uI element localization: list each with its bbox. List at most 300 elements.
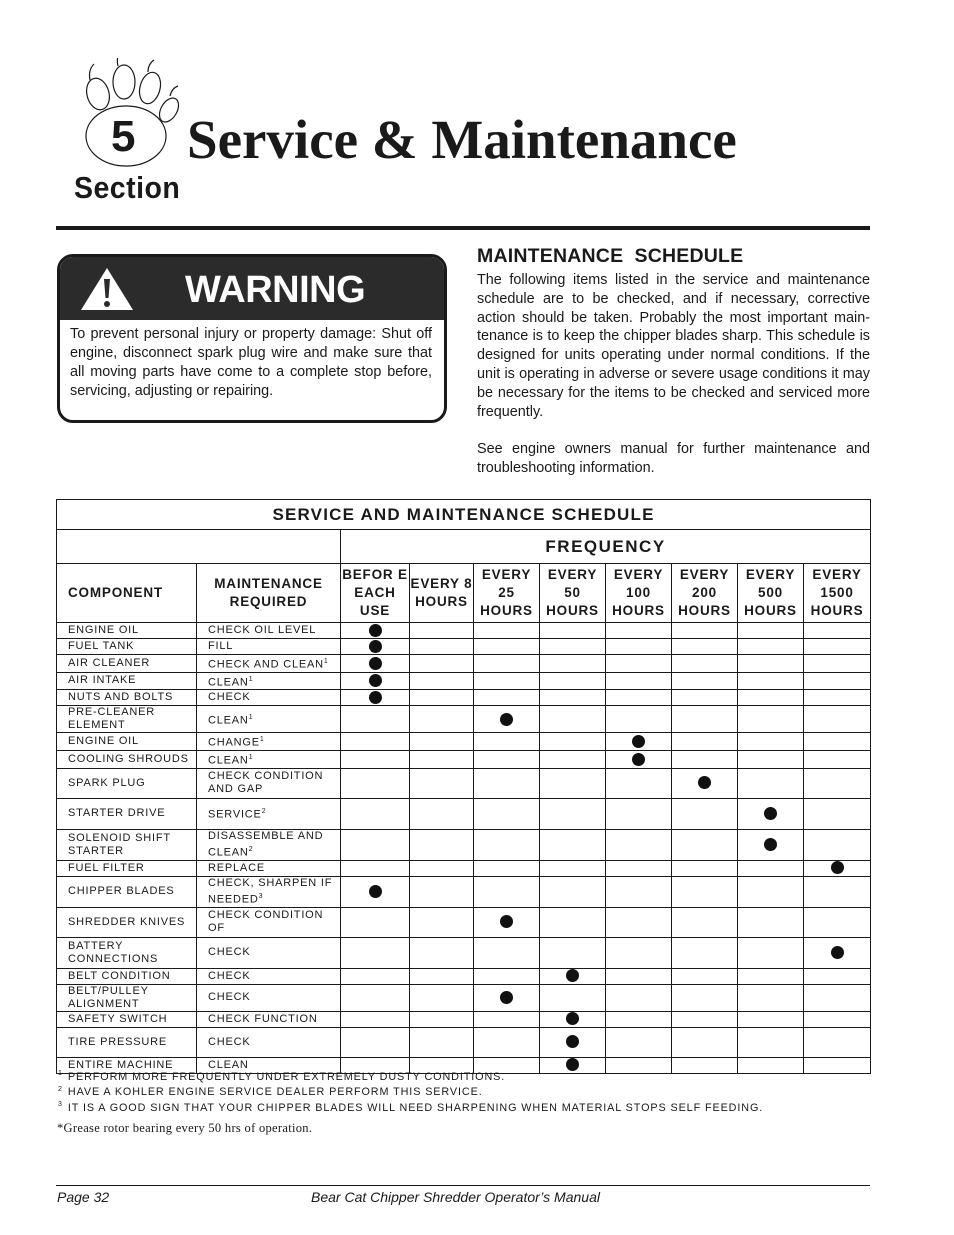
interval-cell bbox=[341, 876, 410, 907]
maintenance-text: CHECK bbox=[208, 691, 251, 704]
maintenance-cell bbox=[197, 655, 341, 673]
interval-cell bbox=[804, 672, 871, 690]
interval-cell bbox=[804, 860, 871, 876]
interval-cell bbox=[540, 690, 606, 706]
interval-cell bbox=[540, 733, 606, 751]
interval-cell bbox=[606, 1011, 672, 1027]
interval-cell bbox=[540, 1027, 606, 1057]
interval-cell bbox=[341, 706, 410, 733]
schedule-dot-icon bbox=[500, 713, 513, 726]
interval-cell bbox=[738, 1027, 804, 1057]
maintenance-text: CHECK bbox=[208, 969, 251, 982]
maintenance-schedule-body bbox=[477, 271, 870, 497]
schedule-dot-icon bbox=[764, 807, 777, 820]
maintenance-text: CLEAN bbox=[208, 714, 249, 727]
interval-cell bbox=[738, 829, 804, 860]
schedule-dot-icon bbox=[566, 1012, 579, 1025]
interval-cell bbox=[672, 623, 738, 639]
maintenance-cell bbox=[197, 706, 341, 733]
page-number: Page 32 bbox=[57, 1189, 110, 1205]
interval-cell bbox=[804, 706, 871, 733]
interval-cell bbox=[606, 798, 672, 829]
column-header-interval: EVERY 1500 HOURS bbox=[804, 564, 871, 623]
schedule-dot-icon bbox=[831, 946, 844, 959]
interval-cell bbox=[341, 750, 410, 768]
table-row bbox=[57, 768, 871, 798]
interval-cell bbox=[540, 1011, 606, 1027]
interval-cell bbox=[540, 1057, 606, 1073]
component-cell: SAFETY SWITCH bbox=[57, 1011, 197, 1027]
maintenance-text: FILL bbox=[208, 640, 234, 652]
interval-cell bbox=[672, 829, 738, 860]
interval-cell bbox=[672, 706, 738, 733]
interval-cell bbox=[672, 937, 738, 968]
interval-cell bbox=[474, 672, 540, 690]
component-cell: ENGINE OIL bbox=[57, 733, 197, 751]
component-cell: BATTERY CONNECTIONS bbox=[57, 937, 197, 968]
table-row bbox=[57, 690, 871, 706]
component-cell: NUTS AND BOLTS bbox=[57, 690, 197, 706]
interval-cell bbox=[738, 937, 804, 968]
footnote bbox=[58, 1101, 763, 1114]
interval-cell bbox=[672, 907, 738, 937]
interval-cell bbox=[738, 733, 804, 751]
component-cell: PRE-CLEANER ELEMENT bbox=[57, 706, 197, 733]
component-cell: CHIPPER BLADES bbox=[57, 876, 197, 907]
footnote-reference: 2 bbox=[261, 808, 266, 816]
column-header-interval: EVERY 25 HOURS bbox=[474, 564, 540, 623]
maintenance-text: CLEAN bbox=[208, 1058, 249, 1071]
maintenance-text: CHECK bbox=[208, 991, 251, 1004]
interval-cell bbox=[474, 968, 540, 984]
interval-cell bbox=[738, 798, 804, 829]
table-blank-cell bbox=[57, 530, 341, 564]
footnote-mark: 2 bbox=[58, 1085, 62, 1093]
interval-cell bbox=[474, 937, 540, 968]
interval-cell bbox=[738, 876, 804, 907]
interval-cell bbox=[540, 984, 606, 1011]
interval-cell bbox=[738, 1057, 804, 1073]
interval-cell bbox=[410, 876, 474, 907]
interval-cell bbox=[474, 876, 540, 907]
interval-cell bbox=[738, 690, 804, 706]
interval-cell bbox=[474, 907, 540, 937]
interval-cell bbox=[540, 639, 606, 655]
column-header-interval: EVERY 8 HOURS bbox=[410, 564, 474, 623]
schedule-dot-icon bbox=[369, 885, 382, 898]
interval-cell bbox=[606, 937, 672, 968]
interval-cell bbox=[738, 672, 804, 690]
maintenance-text: CLEAN bbox=[208, 676, 249, 689]
interval-cell bbox=[804, 768, 871, 798]
interval-cell bbox=[341, 937, 410, 968]
maintenance-text: CLEAN bbox=[208, 754, 249, 767]
maintenance-cell bbox=[197, 798, 341, 829]
interval-cell bbox=[410, 768, 474, 798]
interval-cell bbox=[672, 860, 738, 876]
interval-cell bbox=[804, 690, 871, 706]
warning-title: WARNING bbox=[185, 269, 366, 311]
table-row bbox=[57, 639, 871, 655]
schedule-dot-icon bbox=[566, 1035, 579, 1048]
table-row bbox=[57, 750, 871, 768]
interval-cell bbox=[606, 907, 672, 937]
interval-cell bbox=[804, 750, 871, 768]
schedule-dot-icon bbox=[698, 776, 711, 789]
component-cell: ENTIRE MACHINE bbox=[57, 1057, 197, 1073]
interval-cell bbox=[341, 623, 410, 639]
table-row bbox=[57, 1027, 871, 1057]
interval-cell bbox=[606, 750, 672, 768]
interval-cell bbox=[738, 750, 804, 768]
interval-cell bbox=[606, 655, 672, 673]
schedule-dot-icon bbox=[369, 674, 382, 687]
warning-header bbox=[60, 257, 444, 320]
table-title: SERVICE AND MAINTENANCE SCHEDULE bbox=[57, 500, 871, 530]
interval-cell bbox=[341, 733, 410, 751]
schedule-dot-icon bbox=[369, 624, 382, 637]
component-cell: COOLING SHROUDS bbox=[57, 750, 197, 768]
interval-cell bbox=[474, 690, 540, 706]
interval-cell bbox=[738, 768, 804, 798]
maintenance-cell bbox=[197, 623, 341, 639]
interval-cell bbox=[341, 968, 410, 984]
interval-cell bbox=[672, 1057, 738, 1073]
interval-cell bbox=[341, 984, 410, 1011]
table-row bbox=[57, 1011, 871, 1027]
component-cell: AIR INTAKE bbox=[57, 672, 197, 690]
interval-cell bbox=[606, 639, 672, 655]
interval-cell bbox=[804, 1011, 871, 1027]
column-header-interval: BEFOR E EACH USE bbox=[341, 564, 410, 623]
maintenance-text: CHECK FUNCTION bbox=[208, 1012, 318, 1025]
footnote bbox=[58, 1070, 505, 1083]
interval-cell bbox=[672, 750, 738, 768]
interval-cell bbox=[672, 655, 738, 673]
schedule-dot-icon bbox=[632, 735, 645, 748]
interval-cell bbox=[606, 984, 672, 1011]
interval-cell bbox=[341, 672, 410, 690]
interval-cell bbox=[606, 623, 672, 639]
maintenance-text: CHECK AND CLEAN bbox=[208, 658, 324, 671]
footnote-mark: 3 bbox=[58, 1101, 62, 1108]
interval-cell bbox=[540, 876, 606, 907]
component-cell: FUEL FILTER bbox=[57, 860, 197, 876]
interval-cell bbox=[474, 984, 540, 1011]
column-header-interval: EVERY 50 HOURS bbox=[540, 564, 606, 623]
maintenance-text: SERVICE bbox=[208, 808, 262, 821]
interval-cell bbox=[341, 639, 410, 655]
maintenance-cell bbox=[197, 907, 341, 937]
schedule-dot-icon bbox=[764, 838, 777, 851]
interval-cell bbox=[738, 968, 804, 984]
maintenance-text: DISASSEMBLE AND CLEAN bbox=[208, 829, 324, 859]
table-row bbox=[57, 798, 871, 829]
maintenance-cell bbox=[197, 984, 341, 1011]
interval-cell bbox=[606, 1057, 672, 1073]
maintenance-cell bbox=[197, 768, 341, 798]
table-row bbox=[57, 937, 871, 968]
interval-cell bbox=[804, 937, 871, 968]
maintenance-text: CHECK bbox=[208, 946, 251, 959]
component-cell: SOLENOID SHIFT STARTER bbox=[57, 829, 197, 860]
interval-cell bbox=[672, 639, 738, 655]
header-divider bbox=[56, 226, 870, 230]
component-cell: AIR CLEANER bbox=[57, 655, 197, 673]
interval-cell bbox=[540, 829, 606, 860]
maintenance-cell bbox=[197, 937, 341, 968]
column-header-interval: EVERY 500 HOURS bbox=[738, 564, 804, 623]
footer-divider bbox=[56, 1185, 870, 1186]
interval-cell bbox=[474, 768, 540, 798]
footnote-reference: 1 bbox=[323, 658, 328, 665]
interval-cell bbox=[410, 829, 474, 860]
interval-cell bbox=[410, 706, 474, 733]
interval-cell bbox=[410, 672, 474, 690]
footnote-mark: 1 bbox=[58, 1070, 62, 1077]
interval-cell bbox=[410, 690, 474, 706]
column-header-interval: EVERY 200 HOURS bbox=[672, 564, 738, 623]
schedule-dot-icon bbox=[566, 969, 579, 982]
footnote-reference: 3 bbox=[258, 892, 263, 900]
component-cell: ENGINE OIL bbox=[57, 623, 197, 639]
component-cell: FUEL TANK bbox=[57, 639, 197, 655]
interval-cell bbox=[474, 623, 540, 639]
maintenance-text: CHECK OIL LEVEL bbox=[208, 624, 317, 636]
component-cell: TIRE PRESSURE bbox=[57, 1027, 197, 1057]
table-row bbox=[57, 829, 871, 860]
interval-cell bbox=[804, 984, 871, 1011]
maintenance-cell bbox=[197, 750, 341, 768]
interval-cell bbox=[672, 768, 738, 798]
interval-cell bbox=[540, 706, 606, 733]
maintenance-cell bbox=[197, 672, 341, 690]
interval-cell bbox=[410, 860, 474, 876]
interval-cell bbox=[341, 907, 410, 937]
footnote-reference: 1 bbox=[248, 675, 253, 683]
maintenance-text: CHECK CONDITION AND GAP bbox=[208, 770, 324, 796]
table-row bbox=[57, 706, 871, 733]
interval-cell bbox=[410, 750, 474, 768]
interval-cell bbox=[474, 655, 540, 673]
schedule-dot-icon bbox=[369, 640, 382, 653]
schedule-dot-icon bbox=[566, 1058, 579, 1071]
schedule-dot-icon bbox=[831, 861, 844, 874]
maintenance-cell bbox=[197, 733, 341, 751]
maintenance-cell bbox=[197, 1011, 341, 1027]
interval-cell bbox=[474, 798, 540, 829]
interval-cell bbox=[410, 937, 474, 968]
interval-cell bbox=[804, 623, 871, 639]
table-row bbox=[57, 860, 871, 876]
interval-cell bbox=[410, 1011, 474, 1027]
component-cell: STARTER DRIVE bbox=[57, 798, 197, 829]
page-title: Service & Maintenance bbox=[187, 109, 737, 170]
interval-cell bbox=[606, 876, 672, 907]
frequency-heading: FREQUENCY bbox=[341, 530, 871, 564]
table-row bbox=[57, 968, 871, 984]
interval-cell bbox=[540, 860, 606, 876]
schedule-dot-icon bbox=[500, 991, 513, 1004]
interval-cell bbox=[672, 1011, 738, 1027]
maintenance-paragraph-2: See engine owners manual for further maintenance and troubleshooting information. bbox=[477, 441, 870, 476]
interval-cell bbox=[672, 733, 738, 751]
interval-cell bbox=[606, 829, 672, 860]
interval-cell bbox=[410, 1027, 474, 1057]
interval-cell bbox=[672, 876, 738, 907]
maintenance-cell bbox=[197, 639, 341, 655]
interval-cell bbox=[341, 1011, 410, 1027]
table-row bbox=[57, 876, 871, 907]
footnote bbox=[58, 1086, 483, 1099]
warning-box bbox=[57, 254, 447, 423]
interval-cell bbox=[606, 1027, 672, 1057]
interval-cell bbox=[804, 907, 871, 937]
interval-cell bbox=[410, 733, 474, 751]
interval-cell bbox=[804, 733, 871, 751]
interval-cell bbox=[474, 706, 540, 733]
maintenance-paragraph-1: The following items listed in the service and maintenance schedule are to be checked, and if necessary, corrective action should be taken. Probably the most important main-tenance is to keep the chipper blades sharp. This schedule is designed for units operating under normal conditions. If the unit is operating in adverse or severe usage conditions it may be necessary for the items to be checked and serviced more frequently. bbox=[477, 272, 870, 420]
footnote-reference: 1 bbox=[248, 713, 253, 721]
interval-cell bbox=[540, 672, 606, 690]
component-cell: BELT CONDITION bbox=[57, 968, 197, 984]
table-row bbox=[57, 623, 871, 639]
maintenance-cell bbox=[197, 1027, 341, 1057]
service-schedule-table bbox=[56, 499, 871, 1074]
maintenance-text: CHANGE bbox=[208, 736, 260, 749]
interval-cell bbox=[672, 672, 738, 690]
maintenance-cell bbox=[197, 876, 341, 907]
interval-cell bbox=[341, 798, 410, 829]
manual-name: Bear Cat Chipper Shredder Operator’s Manual bbox=[311, 1189, 600, 1205]
component-cell: BELT/PULLEY ALIGNMENT bbox=[57, 984, 197, 1011]
interval-cell bbox=[672, 798, 738, 829]
interval-cell bbox=[410, 639, 474, 655]
interval-cell bbox=[540, 937, 606, 968]
interval-cell bbox=[540, 968, 606, 984]
interval-cell bbox=[804, 639, 871, 655]
interval-cell bbox=[474, 1011, 540, 1027]
interval-cell bbox=[540, 768, 606, 798]
maintenance-text: REPLACE bbox=[208, 861, 265, 874]
interval-cell bbox=[804, 876, 871, 907]
interval-cell bbox=[540, 907, 606, 937]
interval-cell bbox=[341, 860, 410, 876]
interval-cell bbox=[672, 690, 738, 706]
interval-cell bbox=[804, 798, 871, 829]
footnote-reference: 2 bbox=[248, 845, 253, 853]
column-header-maintenance: MAINTENANCE REQUIRED bbox=[197, 564, 341, 623]
table-row bbox=[57, 655, 871, 673]
interval-cell bbox=[410, 984, 474, 1011]
interval-cell bbox=[410, 968, 474, 984]
maintenance-cell bbox=[197, 968, 341, 984]
grease-note: *Grease rotor bearing every 50 hrs of operation. bbox=[57, 1121, 313, 1135]
interval-cell bbox=[410, 798, 474, 829]
schedule-dot-icon bbox=[369, 691, 382, 704]
interval-cell bbox=[804, 655, 871, 673]
interval-cell bbox=[474, 639, 540, 655]
interval-cell bbox=[804, 968, 871, 984]
interval-cell bbox=[410, 907, 474, 937]
maintenance-text: CHECK, SHARPEN IF NEEDED bbox=[208, 876, 333, 906]
interval-cell bbox=[606, 672, 672, 690]
interval-cell bbox=[606, 860, 672, 876]
warning-text: To prevent personal injury or property damage: Shut off engine, disconnect spark plug wire and make sure that all moving parts have come to a complete stop before, servicing, adjusting or repairing. bbox=[70, 326, 432, 399]
interval-cell bbox=[738, 623, 804, 639]
maintenance-cell bbox=[197, 860, 341, 876]
interval-cell bbox=[341, 829, 410, 860]
interval-cell bbox=[341, 768, 410, 798]
interval-cell bbox=[341, 690, 410, 706]
interval-cell bbox=[672, 1027, 738, 1057]
maintenance-cell bbox=[197, 829, 341, 860]
interval-cell bbox=[474, 860, 540, 876]
interval-cell bbox=[738, 907, 804, 937]
table-row bbox=[57, 984, 871, 1011]
footnote-text: PERFORM MORE FREQUENTLY UNDER EXTREMELY DUSTY CONDITIONS. bbox=[67, 1070, 506, 1083]
footnote-text: IT IS A GOOD SIGN THAT YOUR CHIPPER BLADES WILL NEED SHARPENING WHEN MATERIAL STOPS SELF FEEDING. bbox=[67, 1101, 764, 1114]
interval-cell bbox=[540, 798, 606, 829]
interval-cell bbox=[606, 768, 672, 798]
table-row bbox=[57, 907, 871, 937]
interval-cell bbox=[341, 655, 410, 673]
interval-cell bbox=[474, 750, 540, 768]
interval-cell bbox=[738, 1011, 804, 1027]
section-number: 5 bbox=[111, 112, 136, 161]
interval-cell bbox=[738, 655, 804, 673]
interval-cell bbox=[804, 1027, 871, 1057]
footnote-reference: 1 bbox=[248, 753, 253, 761]
interval-cell bbox=[606, 690, 672, 706]
maintenance-cell bbox=[197, 690, 341, 706]
interval-cell bbox=[474, 1027, 540, 1057]
table-row bbox=[57, 672, 871, 690]
component-cell: SHREDDER KNIVES bbox=[57, 907, 197, 937]
interval-cell bbox=[474, 829, 540, 860]
section-label: Section bbox=[74, 170, 181, 205]
interval-cell bbox=[672, 984, 738, 1011]
footnote-text: HAVE A KOHLER ENGINE SERVICE DEALER PERFORM THIS SERVICE. bbox=[67, 1086, 483, 1099]
column-header-interval: EVERY 100 HOURS bbox=[606, 564, 672, 623]
interval-cell bbox=[474, 733, 540, 751]
interval-cell bbox=[672, 968, 738, 984]
column-header-component: COMPONENT bbox=[57, 564, 197, 623]
footnote-reference: 1 bbox=[259, 736, 264, 744]
interval-cell bbox=[410, 655, 474, 673]
table-row bbox=[57, 733, 871, 751]
interval-cell bbox=[540, 655, 606, 673]
interval-cell bbox=[804, 1057, 871, 1073]
interval-cell bbox=[738, 639, 804, 655]
interval-cell bbox=[540, 750, 606, 768]
interval-cell bbox=[804, 829, 871, 860]
interval-cell bbox=[341, 1027, 410, 1057]
maintenance-schedule-heading: MAINTENANCE SCHEDULE bbox=[477, 245, 744, 267]
schedule-dot-icon bbox=[369, 657, 382, 670]
interval-cell bbox=[738, 860, 804, 876]
interval-cell bbox=[410, 623, 474, 639]
maintenance-text: CHECK bbox=[208, 1035, 251, 1048]
interval-cell bbox=[606, 968, 672, 984]
schedule-dot-icon bbox=[500, 915, 513, 928]
interval-cell bbox=[606, 706, 672, 733]
interval-cell bbox=[738, 706, 804, 733]
warning-triangle-icon bbox=[78, 265, 136, 313]
schedule-dot-icon bbox=[632, 753, 645, 766]
interval-cell bbox=[540, 623, 606, 639]
component-cell: SPARK PLUG bbox=[57, 768, 197, 798]
